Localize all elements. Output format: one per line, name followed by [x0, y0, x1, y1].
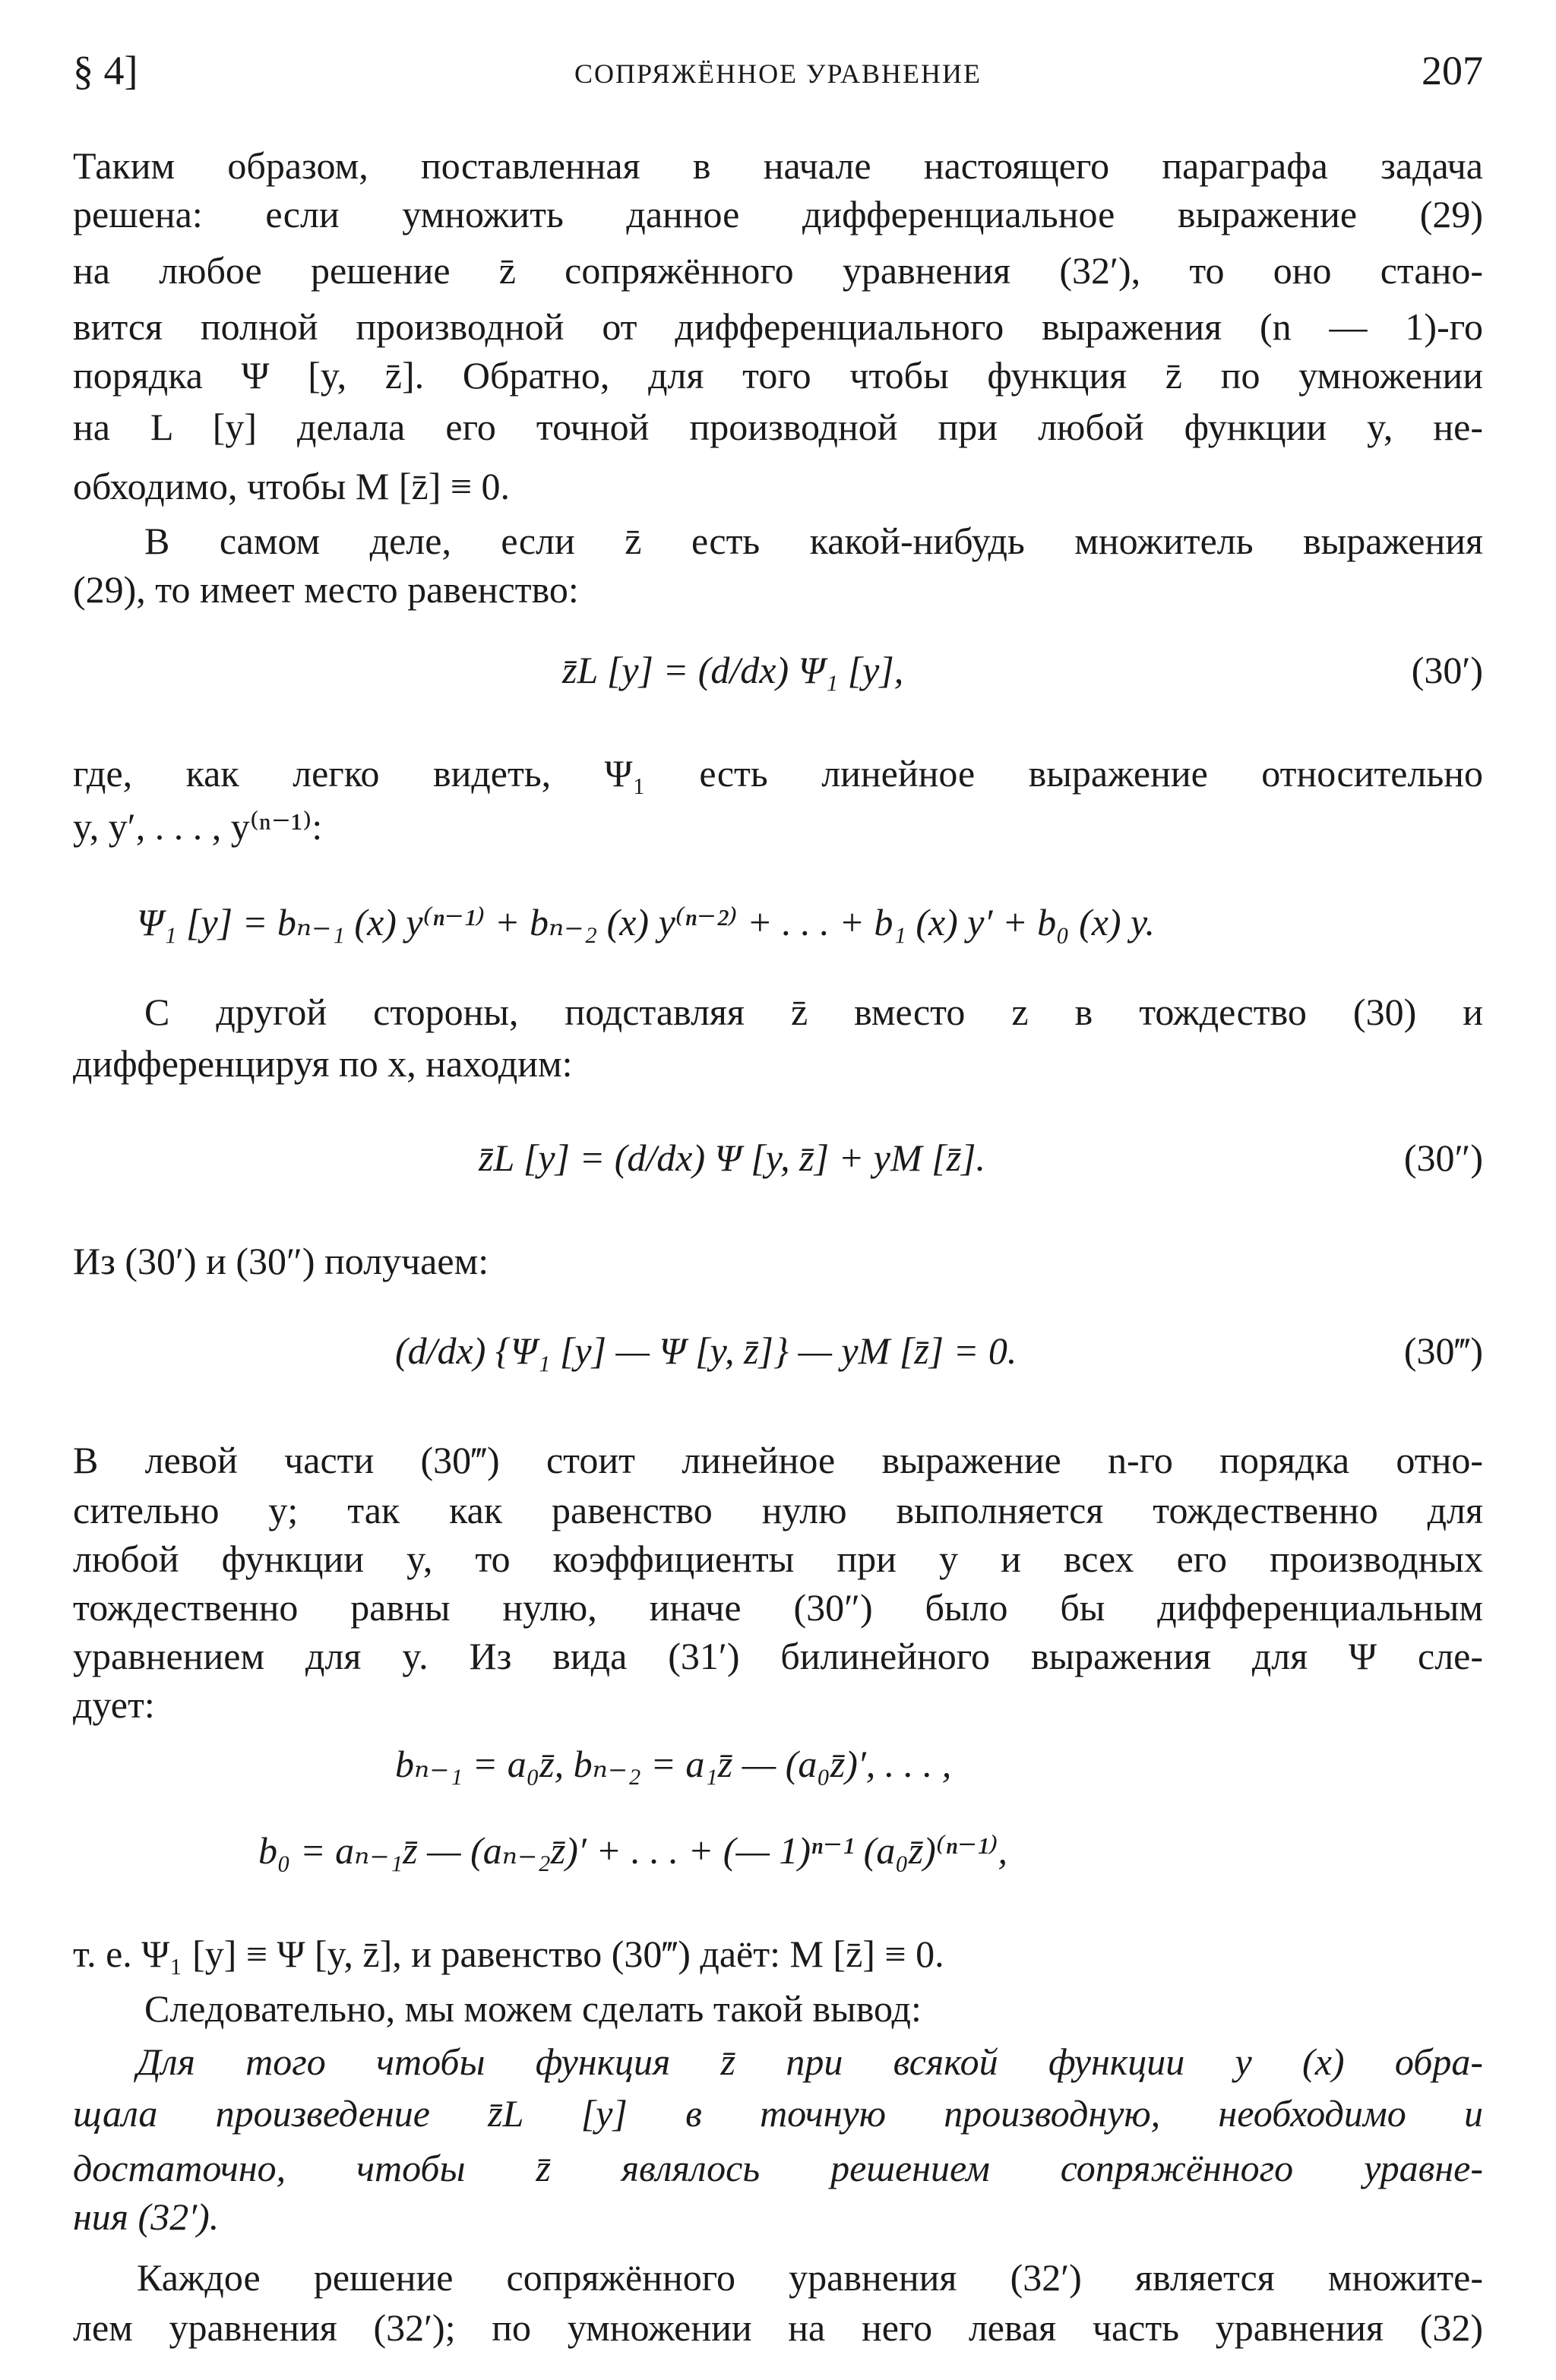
equation-psi1: Ψ₁ [y] = bₙ₋₁ (x) y⁽ⁿ⁻¹⁾ + bₙ₋₂ (x) y⁽ⁿ⁻²⁾ + . . . + b₁ (x) y′ + b₀ (x) y.	[137, 901, 1155, 943]
text-line: дует:	[73, 1683, 155, 1726]
equation-label: (30′)	[1411, 649, 1483, 691]
text-line: вится полной производной от дифференциального выражения (n — 1)-го	[73, 305, 1483, 348]
equation-b-coefficients-1: bₙ₋₁ = a₀z̄, bₙ₋₂ = a₁z̄ — (a₀z̄)′, . . . ,	[395, 1743, 952, 1785]
text-line: где, как легко видеть, Ψ₁ есть линейное выражение относительно	[73, 752, 1483, 795]
section-label: § 4]	[73, 48, 138, 93]
text-line: (29), то имеет место равенство:	[73, 568, 579, 611]
text-line: дифференцируя по x, находим:	[73, 1042, 573, 1085]
text-line: порядка Ψ [y, z̄]. Обратно, для того чтобы функция z̄ по умножении	[73, 354, 1483, 397]
page-number: 207	[1422, 48, 1483, 93]
theorem-line: Для того чтобы функция z̄ при всякой функции y (x) обра-	[137, 2040, 1483, 2083]
text-line: на любое решение z̄ сопряжённого уравнения (32′), то оно стано-	[73, 249, 1483, 292]
text-line: т. е. Ψ₁ [y] ≡ Ψ [y, z̄], и равенство (30‴) даёт: M [z̄] ≡ 0.	[73, 1933, 944, 1975]
running-title: СОПРЯЖЁННОЕ УРАВНЕНИЕ	[574, 58, 982, 89]
text-line: В самом деле, если z̄ есть какой-нибудь множитель выражения	[144, 520, 1483, 562]
text-line: тождественно равны нулю, иначе (30″) было бы дифференциальным	[73, 1586, 1483, 1629]
text-line: решена: если умножить данное дифференциальное выражение (29)	[73, 193, 1483, 235]
text-line: сительно y; так как равенство нулю выполняется тождественно для	[73, 1489, 1483, 1531]
text-line: В левой части (30‴) стоит линейное выражение n-го порядка отно-	[73, 1439, 1483, 1481]
text-line: Таким образом, поставленная в начале настоящего параграфа задача	[73, 144, 1483, 187]
text-line: С другой стороны, подставляя z̄ вместо z в тождество (30) и	[144, 991, 1483, 1033]
equation-label: (30‴)	[1403, 1329, 1483, 1372]
text-line: y, y′, . . . , y⁽ⁿ⁻¹⁾:	[73, 805, 323, 848]
theorem-line: ния (32′).	[73, 2195, 220, 2238]
equation-30-triple-prime: (d/dx) {Ψ₁ [y] — Ψ [y, z̄]} — yM [z̄] = 0.	[395, 1329, 1017, 1372]
text-line: Каждое решение сопряжённого уравнения (32′) является множите-	[137, 2256, 1483, 2299]
text-line: любой функции y, то коэффициенты при y и всех его производных	[73, 1538, 1483, 1580]
text-line: Следовательно, мы можем сделать такой вывод:	[144, 1987, 922, 2030]
text-line: на L [y] делала его точной производной при любой функции y, не-	[73, 406, 1483, 448]
text-line: обходимо, чтобы M [z̄] ≡ 0.	[73, 465, 511, 507]
text-line: уравнением для y. Из вида (31′) билинейного выражения для Ψ сле-	[73, 1635, 1483, 1677]
theorem-line: щала произведение z̄L [y] в точную производную, необходимо и	[73, 2092, 1483, 2135]
equation-b-coefficients-2: b₀ = aₙ₋₁z̄ — (aₙ₋₂z̄)′ + . . . + (— 1)ⁿ⁻¹ (a₀z̄)⁽ⁿ⁻¹⁾,	[258, 1829, 1008, 1872]
equation-30-prime: z̄L [y] = (d/dx) Ψ₁ [y],	[562, 649, 904, 691]
text-line: Из (30′) и (30″) получаем:	[73, 1240, 489, 1282]
equation-label: (30″)	[1403, 1136, 1483, 1179]
text-line: лем уравнения (32′); по умножении на него левая часть уравнения (32)	[73, 2306, 1483, 2349]
theorem-line: достаточно, чтобы z̄ являлось решением сопряжённого уравне-	[73, 2147, 1483, 2189]
equation-30-double-prime: z̄L [y] = (d/dx) Ψ [y, z̄] + yM [z̄].	[479, 1136, 986, 1179]
running-header	[0, 47, 1556, 115]
